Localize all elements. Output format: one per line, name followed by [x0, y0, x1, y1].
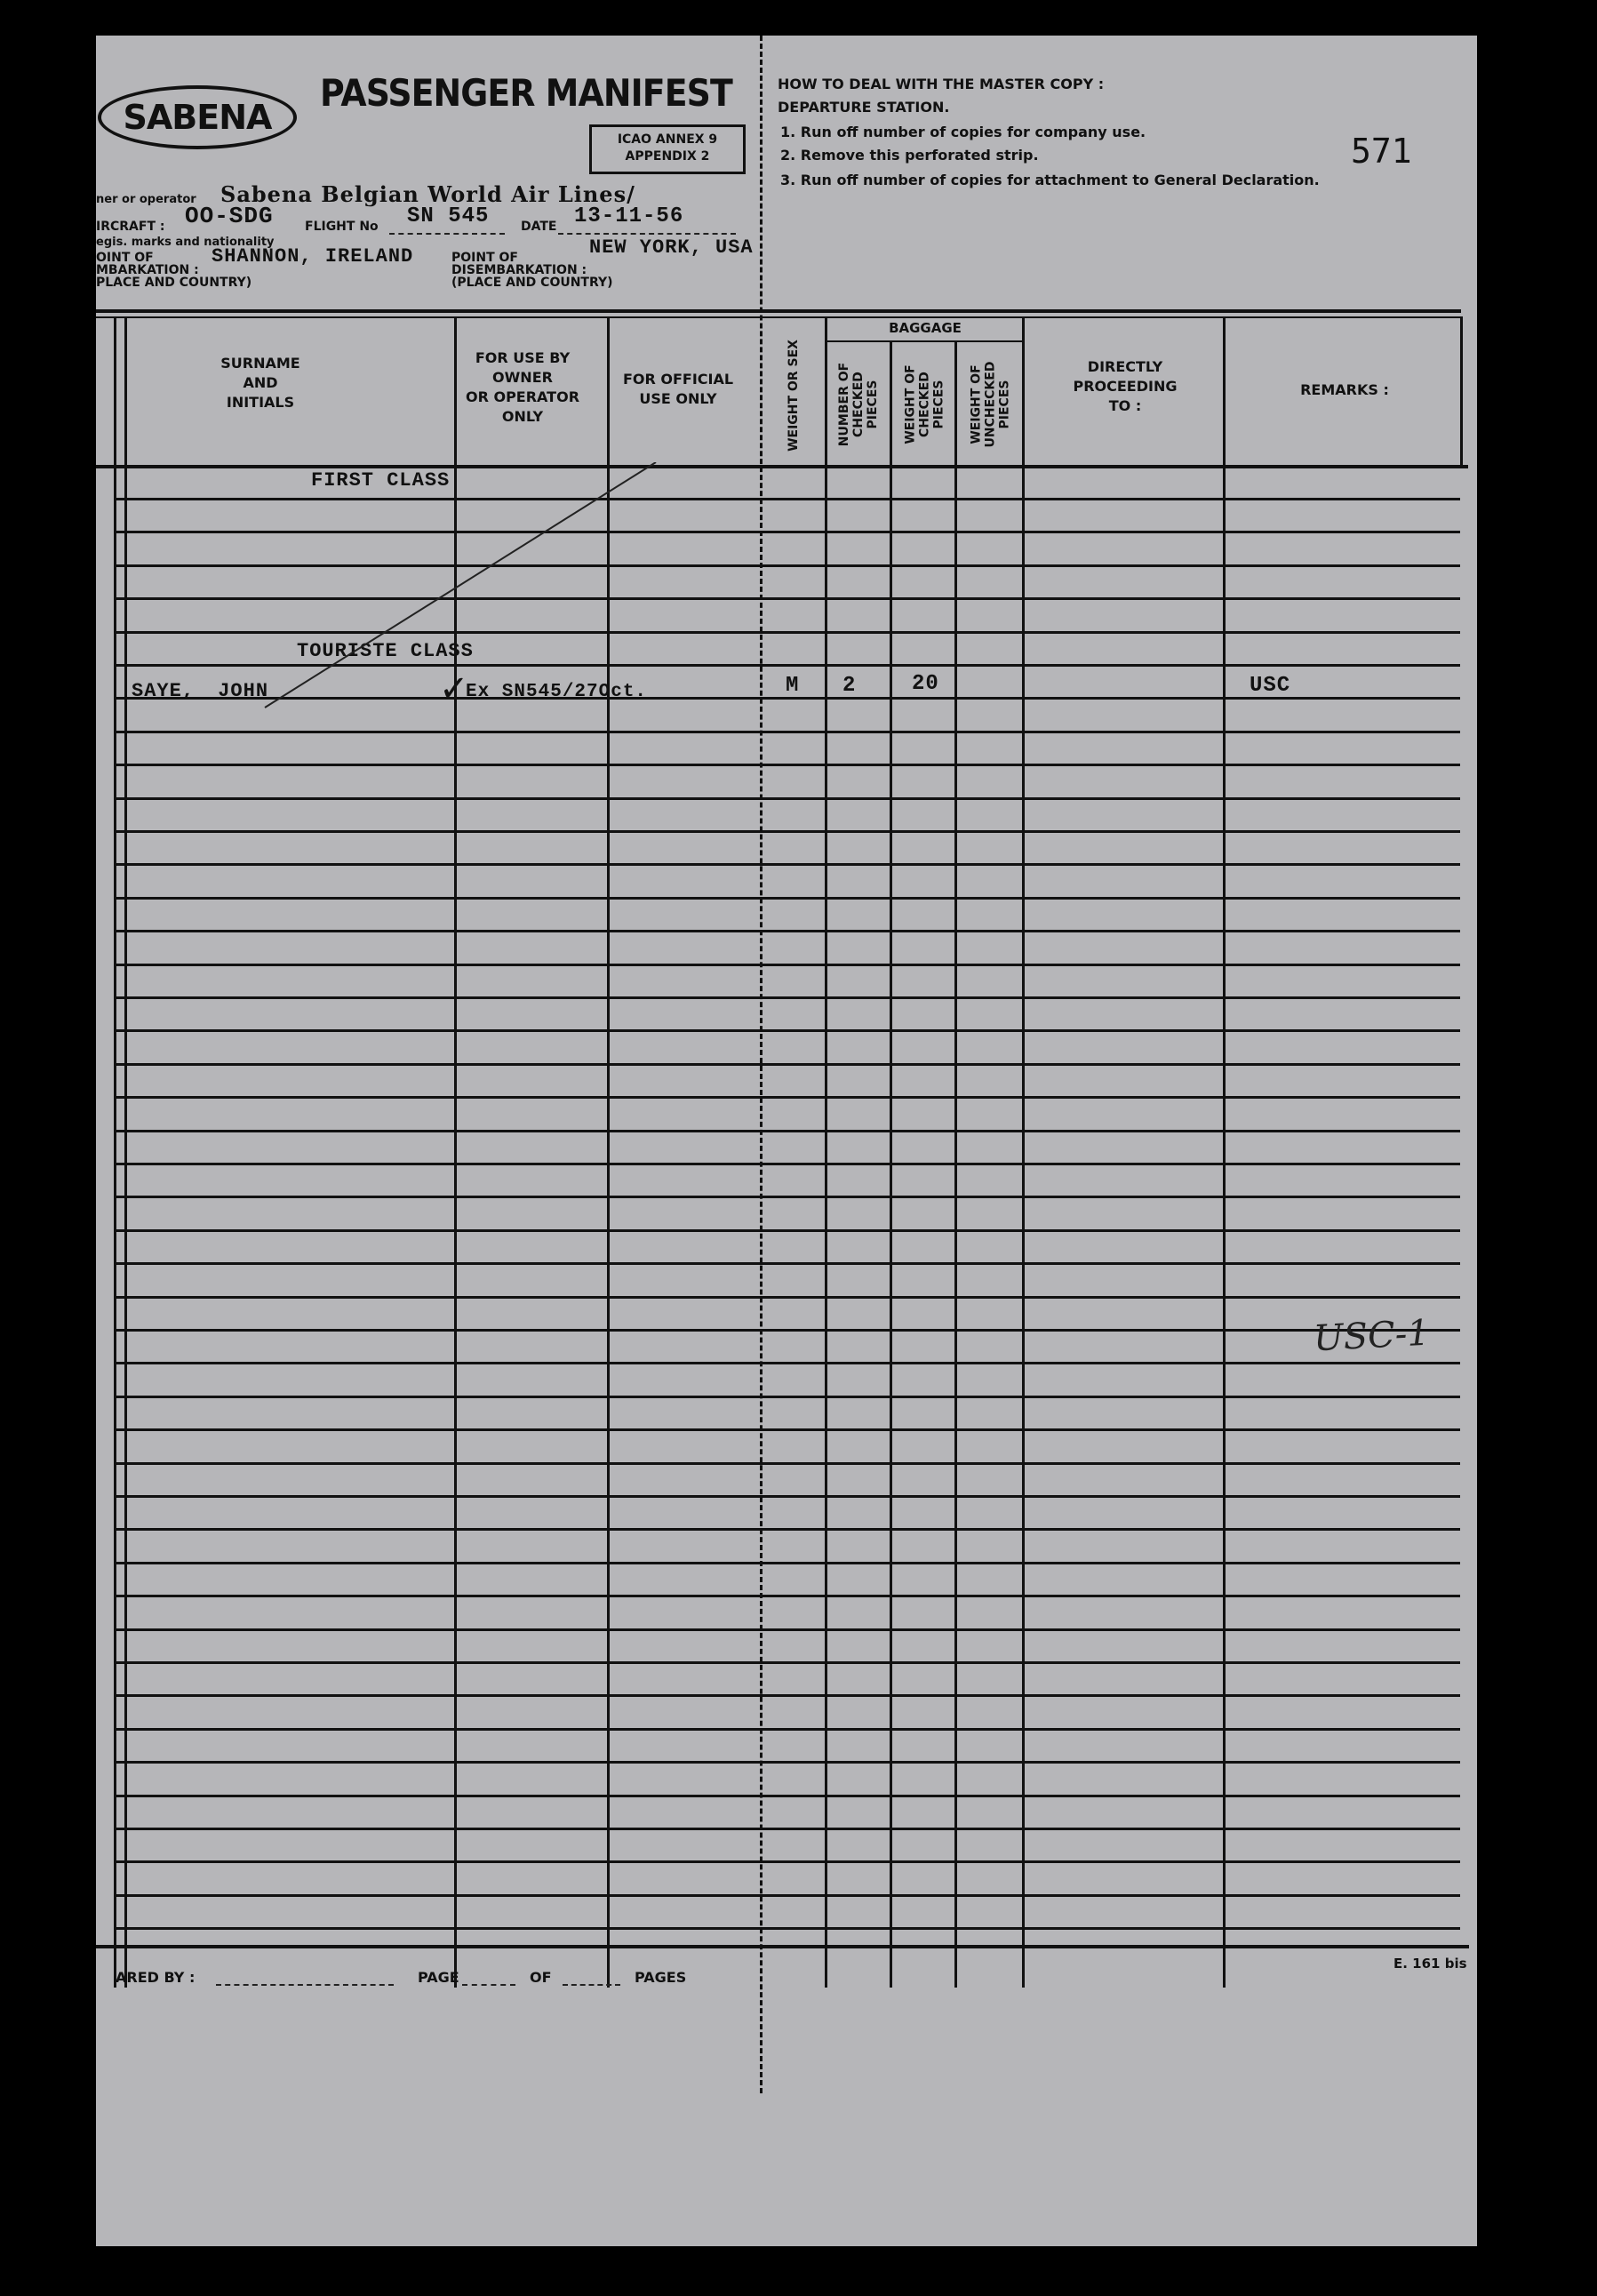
- row-line: [114, 1894, 1460, 1897]
- row-line: [114, 1262, 1460, 1265]
- icao-line-1: ICAO ANNEX 9: [617, 132, 718, 147]
- sabena-logo: [98, 85, 297, 149]
- passenger-pieces: 2: [842, 674, 857, 698]
- embarkation-value: SHANNON, IRELAND: [212, 245, 414, 268]
- disembarkation-label-3: (PLACE AND COUNTRY): [451, 276, 613, 290]
- embarkation-label-1: OINT OF: [96, 251, 154, 265]
- row-line: [114, 797, 1460, 800]
- row-line: [114, 1029, 1460, 1032]
- row-line: [114, 1694, 1460, 1697]
- date-label: DATE: [521, 220, 557, 234]
- instruction-2: 2. Remove this perforated strip.: [780, 147, 1039, 164]
- passenger-owner-note: Ex SN545/27Oct.: [466, 682, 648, 702]
- col-weight-sex-header: WEIGHT OR SEX: [787, 340, 801, 452]
- manifest-sheet: [96, 36, 1477, 2246]
- logo-text: SABENA: [123, 98, 272, 137]
- row-line: [114, 1130, 1460, 1132]
- row-line: [114, 1795, 1460, 1797]
- flight-value: SN 545: [407, 204, 490, 228]
- handwritten-note: USC-1: [1312, 1312, 1431, 1360]
- baggage-header: BAGGAGE: [889, 320, 962, 336]
- row-line: [114, 764, 1460, 766]
- passenger-weight: 20: [912, 672, 939, 696]
- row-line: [114, 1196, 1460, 1198]
- row-line: [114, 1761, 1460, 1764]
- row-line: [114, 1528, 1460, 1531]
- col-official-header: FOR OFFICIAL USE ONLY: [622, 371, 734, 407]
- row-line: [114, 996, 1460, 999]
- row-line: [114, 1229, 1460, 1232]
- instruction-1: 1. Run off number of copies for company use.: [780, 124, 1146, 140]
- row-line: [114, 731, 1460, 733]
- row-line: [114, 1396, 1460, 1398]
- row-line: [114, 1828, 1460, 1830]
- col-remarks-header: REMARKS :: [1300, 381, 1389, 398]
- nationality-label: egis. marks and nationality: [96, 236, 275, 249]
- row-line: [114, 1661, 1460, 1664]
- disembarkation-label-1: POINT OF: [451, 251, 518, 265]
- passenger-remarks: USC: [1250, 674, 1291, 698]
- disembarkation-label-2: DISEMBARKATION :: [451, 263, 587, 277]
- col-checked-num-header: NUMBER OF CHECKED PIECES: [837, 362, 880, 447]
- row-line: [114, 1860, 1460, 1863]
- manifest-title: PASSENGER MANIFEST: [320, 71, 732, 115]
- tourist-class-label: TOURISTE CLASS: [297, 640, 474, 662]
- row-line: [114, 1495, 1460, 1498]
- check-mark-icon: ✓: [439, 669, 469, 708]
- embarkation-label-2: MBARKATION :: [96, 263, 199, 277]
- row-line: [114, 897, 1460, 900]
- row-line: [114, 1096, 1460, 1099]
- row-line: [114, 1329, 1460, 1332]
- date-value: 13-11-56: [574, 204, 684, 228]
- form-code: E. 161 bis: [1393, 1956, 1467, 1972]
- passenger-name: SAYE, JOHN: [132, 680, 269, 702]
- row-line: [114, 1562, 1460, 1564]
- instruction-3: 3. Run off number of copies for attachment to General Declaration.: [780, 172, 1320, 188]
- icao-line-2: APPENDIX 2: [625, 149, 710, 164]
- row-line: [114, 1063, 1460, 1066]
- col-owner-header: FOR USE BY OWNER OR OPERATOR ONLY: [465, 349, 580, 425]
- icao-box: [589, 124, 746, 174]
- row-line: [114, 1595, 1460, 1597]
- row-line: [114, 863, 1460, 866]
- row-line: [114, 1163, 1460, 1165]
- page-label: PAGE: [418, 1969, 459, 1986]
- row-line: [114, 830, 1460, 833]
- operator-value: Sabena Belgian World Air Lines/: [220, 181, 635, 207]
- passenger-weight-sex: M: [786, 674, 800, 698]
- col-checked-weight-header: WEIGHT OF CHECKED PIECES: [904, 364, 946, 444]
- row-line: [114, 1462, 1460, 1465]
- row-line: [114, 1927, 1460, 1930]
- prepared-by-label: ARED BY :: [116, 1969, 196, 1986]
- row-line: [114, 1362, 1460, 1364]
- row-line: [114, 1628, 1460, 1631]
- row-line: [114, 964, 1460, 966]
- row-line: [114, 1296, 1460, 1299]
- pages-label: PAGES: [635, 1969, 687, 1986]
- row-line: [114, 1428, 1460, 1431]
- row-line: [114, 930, 1460, 932]
- embarkation-label-3: PLACE AND COUNTRY): [96, 276, 252, 290]
- flight-label: FLIGHT No: [305, 220, 379, 234]
- first-class-label: FIRST CLASS: [311, 469, 451, 492]
- instructions-subheading: DEPARTURE STATION.: [778, 99, 950, 116]
- aircraft-label: IRCRAFT :: [96, 220, 165, 234]
- of-label: OF: [530, 1969, 552, 1986]
- instructions-heading: HOW TO DEAL WITH THE MASTER COPY :: [778, 76, 1105, 92]
- page-number: 571: [1351, 132, 1412, 171]
- row-line: [114, 1728, 1460, 1731]
- aircraft-value: OO-SDG: [185, 203, 274, 229]
- col-proceeding-header: DIRECTLY PROCEEDING TO :: [1073, 358, 1178, 414]
- col-unchecked-weight-header: WEIGHT OF UNCHECKED PIECES: [969, 361, 1012, 448]
- disembarkation-value: NEW YORK, USA: [589, 236, 754, 259]
- operator-label: ner or operator: [96, 193, 196, 206]
- col-surname-header: SURNAME AND INITIALS: [220, 355, 300, 411]
